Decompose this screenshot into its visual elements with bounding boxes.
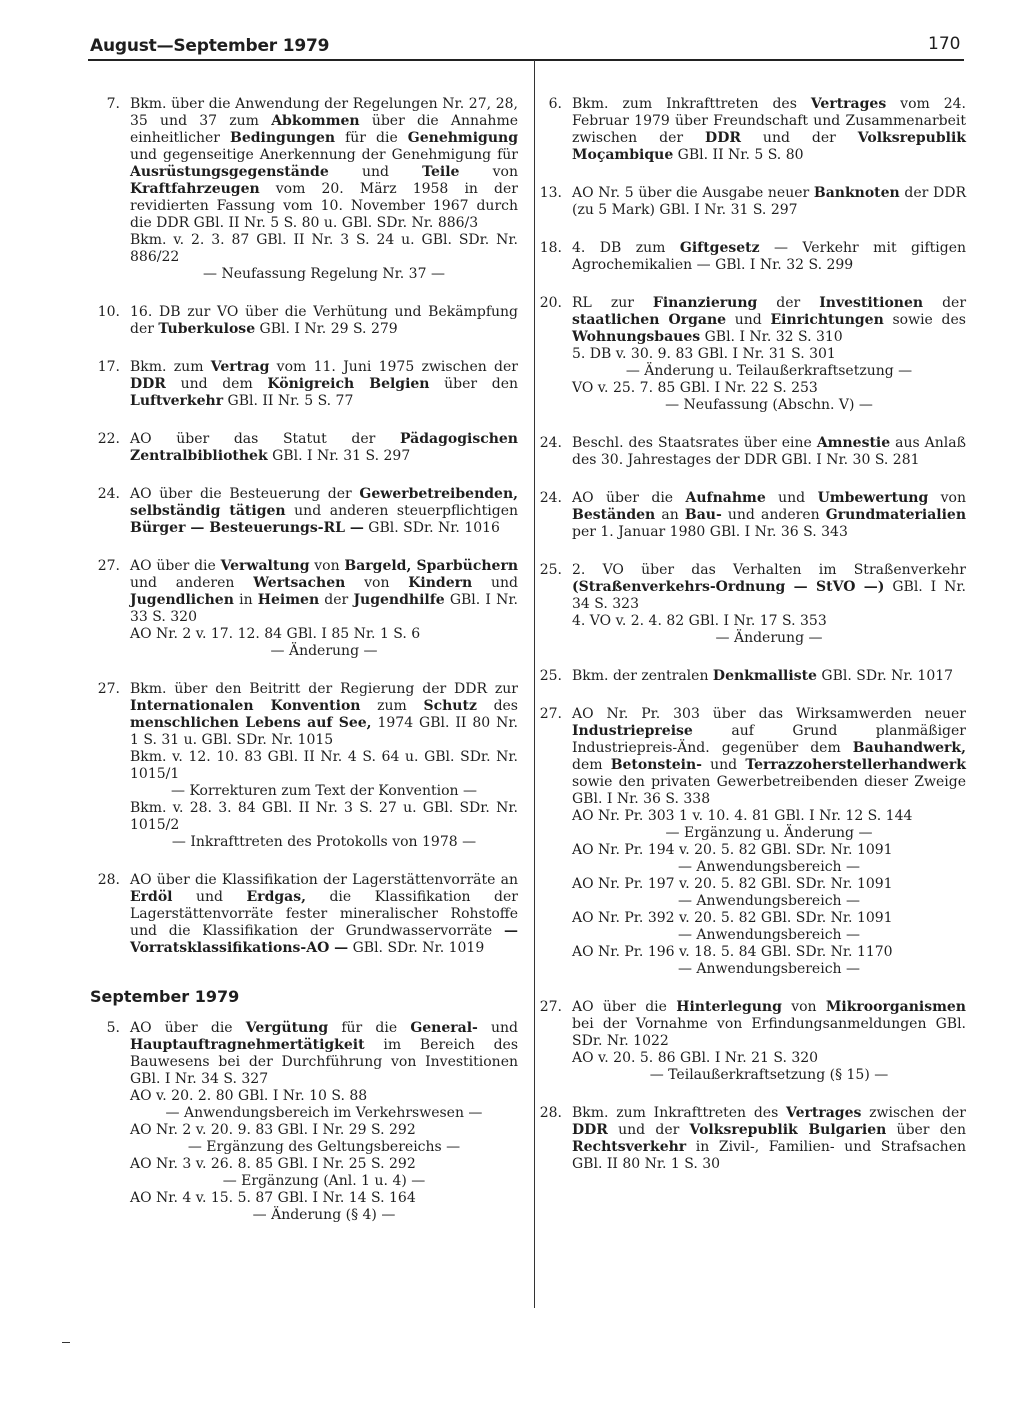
- text-run: und der: [607, 1122, 690, 1138]
- text-run: und anderen steuerpflichtigen: [285, 503, 518, 519]
- entry-amendment: [130, 1105, 518, 1122]
- text-run: und anderen: [130, 575, 254, 591]
- list-item: [88, 681, 518, 851]
- entry-amendment: [130, 232, 518, 266]
- list-item: [534, 295, 966, 414]
- keyword-bold: DDR: [705, 130, 741, 146]
- text-run: AO Nr. 5 über die Ausgabe neuer: [572, 185, 814, 201]
- text-run: — Korrekturen zum Text der Konvention —: [171, 783, 477, 799]
- keyword-bold: Pädagogischen Zentralbibliothek: [130, 431, 518, 464]
- text-run: — Änderung (§ 4) —: [252, 1207, 396, 1223]
- entry-amendment: [572, 380, 966, 397]
- keyword-bold: Bargeld, Sparbüchern: [344, 558, 518, 574]
- text-run: AO Nr. 2 v. 20. 9. 83 GBl. I Nr. 29 S. 292: [130, 1122, 416, 1138]
- entry-amendment: [572, 893, 966, 910]
- text-run: Bkm. der zentralen: [572, 668, 713, 684]
- keyword-bold: DDR: [130, 376, 166, 392]
- text-run: von: [459, 164, 518, 180]
- keyword-bold: Genehmigung: [407, 130, 518, 146]
- list-item: [534, 706, 966, 978]
- list-item: [88, 486, 518, 537]
- text-run: GBl. SDr. Nr. 1017: [816, 668, 954, 684]
- entry-amendment: [572, 397, 966, 414]
- text-run: VO v. 25. 7. 85 GBl. I Nr. 22 S. 253: [572, 380, 818, 396]
- text-run: vom 24. Februar 1979 über Freundschaft und Zusammenarbeit zwischen der: [572, 96, 966, 146]
- entry-text: [120, 359, 518, 410]
- keyword-bold: Hauptauftragnehmertätigkeit: [130, 1037, 365, 1053]
- text-run: Bkm. v. 12. 10. 83 GBl. II Nr. 4 S. 64 u. GBl. SDr. Nr. 1015/1: [130, 749, 518, 782]
- text-run: und: [701, 757, 746, 773]
- text-run: die Klassifikation der Lagerstättenvorräte fester mineralischer Rohstoffe und die Klassifikation der Grundwasservorräte: [130, 889, 518, 939]
- entry-amendment: [130, 783, 518, 800]
- entry-text: [562, 562, 966, 647]
- entry-amendment: [572, 346, 966, 363]
- entry-amendment: [130, 1207, 518, 1224]
- entry-day-number: 25.: [539, 562, 562, 578]
- entry-day-number: 24.: [539, 490, 562, 506]
- text-run: im Bereich des Bauwesens bei der Durchführung von Investitionen GBl. I Nr. 34 S. 327: [130, 1037, 518, 1087]
- entry-text: [120, 486, 518, 537]
- entry-title: [130, 681, 518, 749]
- entry-text: [562, 706, 966, 978]
- text-run: für die: [328, 1020, 411, 1036]
- entry-day-number: 20.: [539, 295, 562, 311]
- keyword-bold: Bedingungen: [230, 130, 336, 146]
- text-run: — Anwendungsbereich im Verkehrswesen —: [165, 1105, 483, 1121]
- text-run: der: [757, 295, 820, 311]
- text-run: — Verkehr mit giftigen Agrochemikalien — GBl. I Nr. 32 S. 299: [572, 240, 967, 273]
- keyword-bold: Verwaltung: [220, 558, 310, 574]
- keyword-bold: Terrazzoherstellerhandwerk: [745, 757, 966, 773]
- text-run: AO über die Besteuerung der: [130, 486, 360, 502]
- left-entries: [88, 96, 518, 957]
- text-run: GBl. I Nr. 31 S. 297: [267, 448, 411, 464]
- keyword-bold: Königreich Belgien: [267, 376, 430, 392]
- keyword-bold: Vertrages: [786, 1105, 862, 1121]
- text-run: in: [233, 592, 258, 608]
- entry-title: [572, 490, 966, 541]
- keyword-bold: Vertrag: [210, 359, 270, 375]
- keyword-bold: Abkommen: [271, 113, 360, 129]
- keyword-bold: Bürger — Besteuerungs-RL —: [130, 520, 364, 536]
- entry-day-number: 28.: [97, 872, 120, 888]
- keyword-bold: Industriepreise: [572, 723, 693, 739]
- entry-text: [120, 96, 518, 283]
- text-run: und: [477, 1020, 518, 1036]
- entry-amendment: [572, 613, 966, 630]
- text-run: AO über die: [130, 558, 221, 574]
- entry-day-number: 27.: [539, 706, 562, 722]
- entry-title: [130, 486, 518, 537]
- text-run: aus Anlaß des 30. Jahrestages der DDR GBl. I Nr. 30 S. 281: [572, 435, 966, 468]
- entry-text: [562, 295, 966, 414]
- text-run: — Anwendungsbereich —: [677, 893, 860, 909]
- section-heading: September 1979: [90, 987, 240, 1006]
- keyword-bold: Erdöl: [130, 889, 173, 905]
- keyword-bold: DDR: [572, 1122, 608, 1138]
- text-run: für die: [335, 130, 408, 146]
- text-run: in Zivil-, Familien- und Strafsachen GBl. II 80 Nr. 1 S. 30: [572, 1139, 966, 1172]
- text-run: sowie des: [883, 312, 966, 328]
- text-run: AO über die Klassifikation der Lagerstättenvorräte an: [130, 872, 518, 888]
- keyword-bold: Jugendlichen: [130, 592, 234, 608]
- entry-day-number: 7.: [106, 96, 120, 112]
- list-item: [88, 1020, 518, 1224]
- entry-day-number: 27.: [97, 681, 120, 697]
- text-run: AO Nr. Pr. 303 über das Wirksamwerden neuer: [572, 706, 966, 722]
- text-run: und gegenseitige Anerkennung der Genehmigung für: [130, 147, 518, 163]
- keyword-bold: Hinterlegung: [676, 999, 782, 1015]
- text-run: Bkm. über die Anwendung der Regelungen Nr. 27, 28, 35 und 37 zum: [130, 96, 518, 129]
- entry-amendment: [130, 1122, 518, 1139]
- entry-text: [562, 185, 966, 219]
- text-run: zum: [360, 698, 424, 714]
- keyword-bold: Vertrages: [810, 96, 887, 112]
- keyword-bold: Ausrüstungsgegenstände: [130, 164, 329, 180]
- entry-amendment: [572, 961, 966, 978]
- keyword-bold: Rechtsverkehr: [572, 1139, 687, 1155]
- text-run: und: [765, 490, 818, 506]
- entry-title: [572, 435, 966, 469]
- entry-day-number: 28.: [539, 1105, 562, 1121]
- keyword-bold: Kraftfahrzeugen: [130, 181, 260, 197]
- text-run: — Neufassung Regelung Nr. 37 —: [203, 266, 445, 282]
- entry-day-number: 27.: [539, 999, 562, 1015]
- entry-title: [572, 185, 966, 219]
- keyword-bold: Gewerbetreibenden, selbständig tätigen: [130, 486, 518, 519]
- keyword-bold: Betonstein-: [610, 757, 702, 773]
- list-item: [534, 185, 966, 219]
- text-run: GBl. I Nr. 33 S. 320: [130, 592, 518, 625]
- text-run: — Ergänzung (Anl. 1 u. 4) —: [222, 1173, 426, 1189]
- text-run: — Ergänzung des Geltungsbereichs —: [187, 1139, 461, 1155]
- text-run: von: [345, 575, 409, 591]
- entry-amendment: [572, 876, 966, 893]
- entry-amendment: [130, 266, 518, 283]
- text-run: der DDR (zu 5 Mark) GBl. I Nr. 31 S. 297: [572, 185, 966, 218]
- text-run: dem: [572, 757, 611, 773]
- keyword-bold: Bauhandwerk,: [852, 740, 966, 756]
- entry-day-number: 5.: [106, 1020, 120, 1036]
- entry-title: [572, 999, 966, 1050]
- entry-amendment: [130, 1088, 518, 1105]
- entry-amendment: [572, 1067, 966, 1084]
- text-run: der: [319, 592, 354, 608]
- text-run: — Änderung —: [270, 643, 378, 659]
- text-run: GBl. I Nr. 34 S. 323: [572, 579, 967, 612]
- entry-day-number: 24.: [97, 486, 120, 502]
- entry-day-number: 22.: [97, 431, 120, 447]
- left-entries-september: [88, 1020, 518, 1224]
- keyword-bold: Beständen: [572, 507, 656, 523]
- text-run: RL zur: [572, 295, 653, 311]
- text-run: GBl. SDr. Nr. 1016: [363, 520, 500, 536]
- text-run: über den: [886, 1122, 966, 1138]
- entry-amendment: [572, 842, 966, 859]
- text-run: und der: [740, 130, 858, 146]
- keyword-bold: Mikroorganismen: [825, 999, 966, 1015]
- text-run: Bkm. zum: [130, 359, 211, 375]
- entry-amendment: [130, 834, 518, 851]
- keyword-bold: Vergütung: [245, 1020, 329, 1036]
- keyword-bold: Umbewertung: [817, 490, 929, 506]
- text-run: Bkm. über den Beitritt der Regierung der DDR zur: [130, 681, 518, 697]
- entry-amendment: [130, 1173, 518, 1190]
- entry-text: [562, 240, 966, 274]
- text-run: AO Nr. 4 v. 15. 5. 87 GBl. I Nr. 14 S. 164: [130, 1190, 416, 1206]
- keyword-bold: Finanzierung: [652, 295, 758, 311]
- text-run: Bkm. v. 28. 3. 84 GBl. II Nr. 3 S. 27 u. GBl. SDr. Nr. 1015/2: [130, 800, 518, 833]
- text-run: AO über die: [130, 1020, 246, 1036]
- left-column: [88, 96, 518, 1245]
- text-run: über die Annahme einheitlicher: [130, 113, 519, 146]
- text-run: vom 11. Juni 1975 zwischen der: [269, 359, 518, 375]
- text-run: — Neufassung (Abschn. V) —: [665, 397, 873, 413]
- entry-day-number: 25.: [539, 668, 562, 684]
- list-item: [88, 96, 518, 283]
- entry-title: [130, 558, 518, 626]
- keyword-bold: Einrichtungen: [770, 312, 884, 328]
- keyword-bold: staatlichen Organe: [572, 312, 727, 328]
- entry-text: [120, 558, 518, 660]
- entry-text: [562, 96, 966, 164]
- keyword-bold: Giftgesetz: [679, 240, 760, 256]
- entry-title: [572, 240, 966, 274]
- keyword-bold: Volksrepublik Bulgarien: [689, 1122, 887, 1138]
- text-run: AO über die: [572, 999, 677, 1015]
- header-rule: [88, 59, 964, 61]
- keyword-bold: — Vorratsklassifikations-AO —: [130, 923, 518, 956]
- text-run: AO Nr. 3 v. 26. 8. 85 GBl. I Nr. 25 S. 292: [130, 1156, 416, 1172]
- text-run: 4. DB zum: [572, 240, 680, 256]
- keyword-bold: Tuberkulose: [158, 321, 256, 337]
- text-run: Bkm. zum Inkrafttreten des: [572, 96, 811, 112]
- entry-amendment: [130, 626, 518, 643]
- entry-day-number: 10.: [97, 304, 120, 320]
- text-run: AO über die: [572, 490, 686, 506]
- keyword-bold: Wohnungsbaues: [572, 329, 701, 345]
- running-header-title: August—September 1979: [90, 36, 330, 56]
- text-run: von: [309, 558, 345, 574]
- entry-amendment: [130, 749, 518, 783]
- margin-mark: [62, 1342, 70, 1343]
- entry-day-number: 17.: [97, 359, 120, 375]
- entry-text: [120, 681, 518, 851]
- entry-title: [572, 1105, 966, 1173]
- entry-text: [562, 1105, 966, 1173]
- text-run: AO Nr. Pr. 392 v. 20. 5. 82 GBl. SDr. Nr. 1091: [572, 910, 893, 926]
- text-run: und anderen: [721, 507, 826, 523]
- entry-title: [130, 872, 518, 957]
- entry-amendment: [572, 927, 966, 944]
- text-run: auf Grund planmäßiger Industriepreis-Änd. gegenüber dem: [572, 723, 966, 756]
- entry-amendment: [572, 825, 966, 842]
- text-run: AO Nr. Pr. 196 v. 18. 5. 84 GBl. SDr. Nr. 1170: [572, 944, 893, 960]
- text-run: GBl. II Nr. 5 S. 80: [673, 147, 804, 163]
- keyword-bold: (Straßenverkehrs-Ordnung — StVO —): [572, 579, 885, 595]
- entry-day-number: 27.: [97, 558, 120, 574]
- text-run: AO über das Statut der: [130, 431, 400, 447]
- text-run: 1974 GBl. II 80 Nr. 1 S. 31 u. GBl. SDr. Nr. 1015: [130, 715, 518, 748]
- entry-title: [572, 295, 966, 346]
- text-run: AO Nr. Pr. 194 v. 20. 5. 82 GBl. SDr. Nr. 1091: [572, 842, 893, 858]
- text-run: Bkm. zum Inkrafttreten des: [572, 1105, 787, 1121]
- list-item: [88, 558, 518, 660]
- entry-amendment: [572, 1050, 966, 1067]
- entry-title: [130, 96, 518, 232]
- text-run: vom 20. März 1958 in der revidierten Fassung vom 10. November 1967 durch die DDR GBl. II Nr. 5 S. 80 u. GBl. SDr. Nr. 886/3: [130, 181, 518, 231]
- text-run: — Anwendungsbereich —: [677, 859, 860, 875]
- text-run: von: [781, 999, 826, 1015]
- entry-title: [130, 431, 518, 465]
- entry-text: [120, 304, 518, 338]
- keyword-bold: General-: [410, 1020, 478, 1036]
- entry-amendment: [130, 1139, 518, 1156]
- list-item: [534, 999, 966, 1084]
- keyword-bold: Erdgas,: [246, 889, 306, 905]
- entry-amendment: [572, 910, 966, 927]
- entry-amendment: [572, 859, 966, 876]
- entry-amendment: [572, 808, 966, 825]
- entry-text: [562, 668, 966, 685]
- text-run: 5. DB v. 30. 9. 83 GBl. I Nr. 31 S. 301: [572, 346, 836, 362]
- text-run: der: [923, 295, 967, 311]
- text-run: — Ergänzung u. Änderung —: [665, 825, 873, 841]
- text-run: — Teilaußerkraftsetzung (§ 15) —: [649, 1067, 889, 1083]
- text-run: per 1. Januar 1980 GBl. I Nr. 36 S. 343: [572, 524, 848, 540]
- text-run: und: [472, 575, 518, 591]
- keyword-bold: Bau-: [684, 507, 722, 523]
- entry-amendment: [572, 944, 966, 961]
- keyword-bold: Internationalen Konvention: [130, 698, 361, 714]
- list-item: [534, 562, 966, 647]
- entry-title: [572, 668, 966, 685]
- text-run: GBl. I Nr. 29 S. 279: [255, 321, 398, 337]
- text-run: 16. DB zur VO über die Verhütung und Bekämpfung der: [130, 304, 518, 337]
- entry-day-number: 6.: [548, 96, 562, 112]
- entry-day-number: 18.: [539, 240, 562, 256]
- text-run: — Anwendungsbereich —: [677, 927, 860, 943]
- keyword-bold: Jugendhilfe: [353, 592, 445, 608]
- entry-text: [120, 872, 518, 957]
- right-entries: [534, 96, 966, 1173]
- keyword-bold: Schutz: [423, 698, 477, 714]
- keyword-bold: Amnestie: [816, 435, 891, 451]
- keyword-bold: Aufnahme: [685, 490, 766, 506]
- text-run: AO v. 20. 2. 80 GBl. I Nr. 10 S. 88: [130, 1088, 368, 1104]
- list-item: [534, 96, 966, 164]
- text-run: und: [172, 889, 247, 905]
- entry-amendment: [572, 363, 966, 380]
- text-run: — Änderung u. Teilaußerkraftsetzung —: [625, 363, 913, 379]
- text-run: Beschl. des Staatsrates über eine: [572, 435, 817, 451]
- keyword-bold: Denkmalliste: [712, 668, 817, 684]
- list-item: [88, 359, 518, 410]
- text-run: 2. VO über das Verhalten im Straßenverkehr: [572, 562, 966, 578]
- keyword-bold: Luftverkehr: [130, 393, 224, 409]
- entry-text: [562, 435, 966, 469]
- list-item: [88, 431, 518, 465]
- keyword-bold: Heimen: [257, 592, 320, 608]
- list-item: [534, 490, 966, 541]
- entry-amendment: [130, 643, 518, 660]
- text-run: über den: [429, 376, 518, 392]
- text-run: und: [328, 164, 423, 180]
- text-run: zwischen der: [861, 1105, 966, 1121]
- entry-title: [130, 359, 518, 410]
- list-item: [534, 435, 966, 469]
- entry-text: [120, 431, 518, 465]
- list-item: [534, 1105, 966, 1173]
- text-run: von: [928, 490, 966, 506]
- text-run: AO v. 20. 5. 86 GBl. I Nr. 21 S. 320: [572, 1050, 819, 1066]
- list-item: [88, 872, 518, 957]
- keyword-bold: Investitionen: [819, 295, 924, 311]
- entry-title: [572, 562, 966, 613]
- text-run: — Inkrafttreten des Protokolls von 1978 —: [171, 834, 477, 850]
- entry-text: [120, 1020, 518, 1224]
- text-run: sowie den privaten Gewerbetreibenden dieser Zweige GBl. I Nr. 36 S. 338: [572, 774, 966, 807]
- entry-amendment: [130, 1156, 518, 1173]
- entry-day-number: 24.: [539, 435, 562, 451]
- text-run: — Anwendungsbereich —: [677, 961, 860, 977]
- entry-text: [562, 490, 966, 541]
- text-run: bei der Vornahme von Erfindungsanmeldungen GBl. SDr. Nr. 1022: [572, 1016, 966, 1049]
- text-run: GBl. SDr. Nr. 1019: [348, 940, 485, 956]
- text-run: und: [726, 312, 771, 328]
- text-run: — Änderung —: [715, 630, 823, 646]
- text-run: 4. VO v. 2. 4. 82 GBl. I Nr. 17 S. 353: [572, 613, 827, 629]
- entry-amendment: [572, 630, 966, 647]
- right-column: [534, 96, 966, 1194]
- keyword-bold: Grundmaterialien: [825, 507, 967, 523]
- keyword-bold: Wertsachen: [253, 575, 346, 591]
- keyword-bold: Teile: [422, 164, 460, 180]
- keyword-bold: Kindern: [408, 575, 473, 591]
- entry-title: [572, 96, 966, 164]
- keyword-bold: Banknoten: [813, 185, 900, 201]
- entry-title: [130, 1020, 518, 1088]
- text-run: AO Nr. 2 v. 17. 12. 84 GBl. I 85 Nr. 1 S. 6: [130, 626, 421, 642]
- text-run: an: [655, 507, 685, 523]
- text-run: Bkm. v. 2. 3. 87 GBl. II Nr. 3 S. 24 u. GBl. SDr. Nr. 886/22: [130, 232, 518, 265]
- text-run: des: [476, 698, 518, 714]
- page-number: 170: [928, 34, 961, 54]
- text-run: GBl. II Nr. 5 S. 77: [223, 393, 354, 409]
- list-item: [534, 668, 966, 685]
- entry-day-number: 13.: [539, 185, 562, 201]
- text-run: und dem: [165, 376, 268, 392]
- list-item: [534, 240, 966, 274]
- text-run: AO Nr. Pr. 303 1 v. 10. 4. 81 GBl. I Nr. 12 S. 144: [572, 808, 913, 824]
- text-run: GBl. I Nr. 32 S. 310: [700, 329, 843, 345]
- keyword-bold: menschlichen Lebens auf See,: [130, 715, 372, 731]
- entry-amendment: [130, 800, 518, 834]
- list-item: [88, 304, 518, 338]
- entry-title: [130, 304, 518, 338]
- text-run: AO Nr. Pr. 197 v. 20. 5. 82 GBl. SDr. Nr. 1091: [572, 876, 893, 892]
- entry-text: [562, 999, 966, 1084]
- keyword-bold: Volksrepublik Moçambique: [572, 130, 966, 163]
- entry-amendment: [130, 1190, 518, 1207]
- entry-title: [572, 706, 966, 808]
